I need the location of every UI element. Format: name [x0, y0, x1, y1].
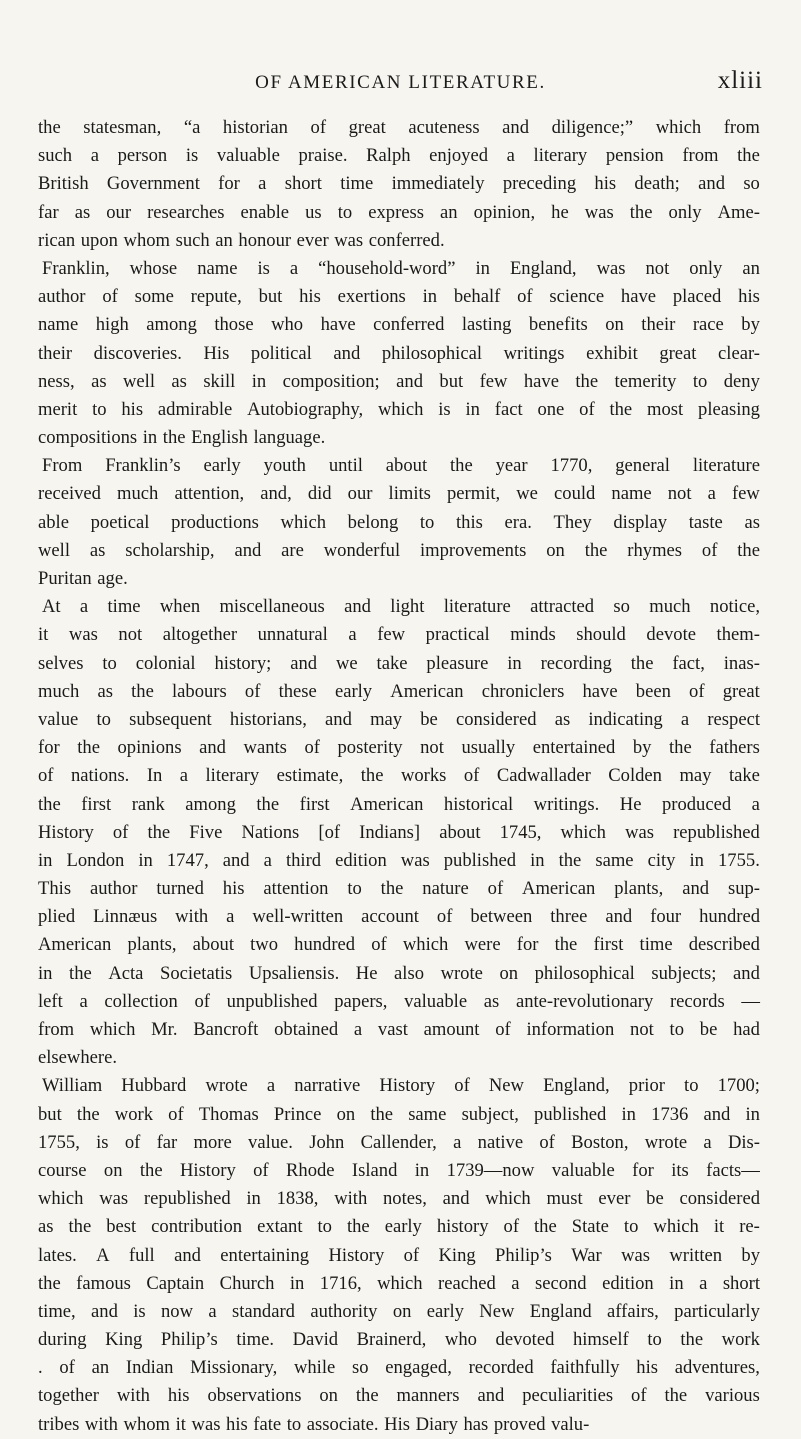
text-line: ness, as well as skill in composition; and but few have the temerity to deny — [38, 370, 760, 392]
text-line: from which Mr. Bancroft obtained a vast amount of information not to be had — [38, 1019, 760, 1040]
text-line: rican upon whom such an honour ever was conferred. — [38, 229, 445, 251]
text-line: British Government for a short time immediately preceding his death; and so — [38, 173, 760, 195]
text-line: in the Acta Societatis Upsaliensis. He also wrote on philosophical subjects; and — [38, 962, 760, 984]
body-text — [38, 114, 760, 1439]
text-line: much as the labours of these early American chroniclers have been of great — [38, 680, 760, 702]
text-line: course on the History of Rhode Island in 1739—now valuable for its facts— — [38, 1159, 760, 1181]
running-title: OF AMERICAN LITERATURE. — [255, 72, 546, 93]
text-line: . of an Indian Missionary, while so engaged, recorded faithfully his adventures, — [38, 1357, 760, 1379]
text-line: American plants, about two hundred of which were for the first time described — [38, 934, 760, 956]
text-line: the famous Captain Church in 1716, which reached a second edition in a short — [38, 1272, 760, 1294]
text-line: their discoveries. His political and philosophical writings exhibit great clear- — [38, 342, 760, 364]
text-line: William Hubbard wrote a narrative History of New England, prior to 1700; — [42, 1075, 760, 1097]
running-head — [38, 67, 763, 102]
text-line: Franklin, whose name is a “household-word” in England, was not only an — [42, 257, 760, 279]
text-line: compositions in the English language. — [38, 427, 326, 449]
text-line: From Franklin’s early youth until about the year 1770, general literature — [42, 455, 760, 477]
text-line: plied Linnæus with a well-written account of between three and four hundred — [38, 906, 760, 928]
text-line: value to subsequent historians, and may be considered as indicating a respect — [38, 708, 760, 730]
text-line: such a person is valuable praise. Ralph enjoyed a literary pension from the — [38, 145, 760, 167]
text-line: together with his observations on the manners and peculiarities of the various — [38, 1385, 760, 1407]
text-line: during King Philip’s time. David Brainerd, who devoted himself to the work — [38, 1329, 760, 1351]
text-line: it was not altogether unnatural a few practical minds should devote them- — [38, 624, 760, 646]
text-line: merit to his admirable Autobiography, which is in fact one of the most pleasing — [38, 398, 760, 420]
page-number: xliii — [717, 67, 763, 94]
text-line: At a time when miscellaneous and light literature attracted so much notice, — [42, 596, 760, 618]
text-line: far as our researches enable us to express an opinion, he was the only Ame- — [38, 201, 760, 223]
text-line: but the work of Thomas Prince on the same subject, published in 1736 and in — [38, 1103, 760, 1125]
text-line: the statesman, “a historian of great acuteness and diligence;” which from — [38, 117, 760, 138]
text-line: left a collection of unpublished papers, valuable as ante-revolutionary records — — [38, 990, 760, 1012]
text-line: received much attention, and, did our limits permit, we could name not a few — [38, 483, 760, 505]
text-line: well as scholarship, and are wonderful improvements on the rhymes of the — [38, 539, 760, 561]
text-line: History of the Five Nations [of Indians] about 1745, which was republished — [38, 821, 760, 843]
text-line: name high among those who have conferred lasting benefits on their race by — [38, 314, 760, 336]
text-line: Puritan age. — [38, 568, 128, 589]
text-line: elsewhere. — [38, 1047, 117, 1069]
text-line: lates. A full and entertaining History of King Philip’s War was written by — [38, 1244, 760, 1266]
text-line: which was republished in 1838, with notes, and which must ever be considered — [38, 1188, 760, 1210]
text-line: selves to colonial history; and we take pleasure in recording the fact, inas- — [38, 652, 760, 674]
text-line: author of some repute, but his exertions in behalf of science have placed his — [38, 286, 760, 308]
text-line: the first rank among the first American historical writings. He produced a — [38, 793, 760, 815]
text-line: in London in 1747, and a third edition was published in the same city in 1755. — [38, 849, 760, 871]
text-line: of nations. In a literary estimate, the works of Cadwallader Colden may take — [38, 765, 760, 787]
text-line: able poetical productions which belong to this era. They display taste as — [38, 511, 760, 533]
text-line: time, and is now a standard authority on early New England affairs, particularly — [38, 1300, 760, 1322]
text-line: This author turned his attention to the nature of American plants, and sup- — [38, 878, 760, 900]
text-line: for the opinions and wants of posterity not usually entertained by the fathers — [38, 737, 760, 759]
text-line: tribes with whom it was his fate to associate. His Diary has proved valu- — [38, 1413, 590, 1435]
text-line: as the best contribution extant to the early history of the State to which it re- — [38, 1216, 760, 1238]
text-line: 1755, is of far more value. John Callender, a native of Boston, wrote a Dis- — [38, 1131, 760, 1153]
